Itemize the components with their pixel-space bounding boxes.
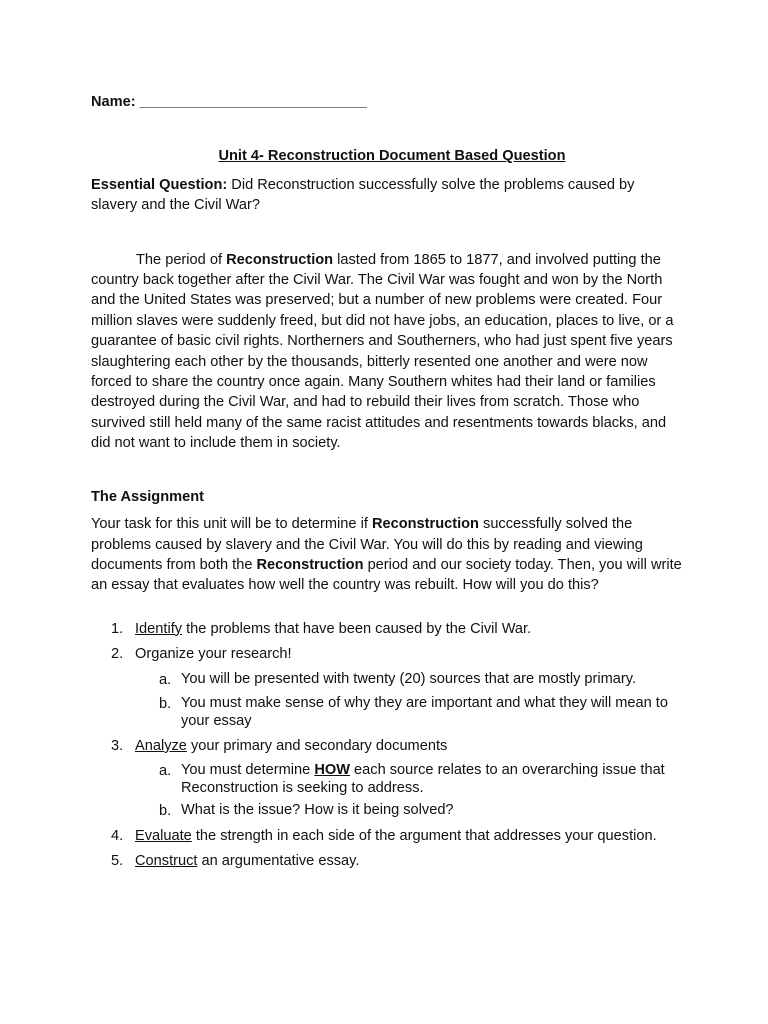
sub-step-text: What is the issue? How is it being solved? xyxy=(181,802,454,819)
step-text: an argumentative essay. xyxy=(197,853,360,870)
document-page xyxy=(91,92,683,877)
intro-text-2: lasted from 1865 to 1877, and involved putting the country back together after the Civil War. The Civil War was fought and won by the North and the United States was preserved; but a number of new problems were created. Four million slaves were suddenly freed, but did not have jobs, an education, places to live, or a guarantee of basic civil rights. Northerners and Southerners, who had just spent five years slaughtering each other by the thousands, bitterly resented one another and were now forced to share the country once again. Many Southern whites had their land or families destroyed during the Civil War, and had to rebuild their lives from scratch. Those who survived still held many of the same racist attitudes and resentments towards blacks, and did not want to include them in society. xyxy=(91,251,674,452)
sub-list-item xyxy=(159,801,683,821)
step-text: Organize your research! xyxy=(135,646,292,663)
intro-paragraph xyxy=(91,250,683,454)
how-emphasis: HOW xyxy=(314,762,350,779)
essential-question-label: Essential Question: xyxy=(91,176,228,193)
sub-list-letter: a. xyxy=(159,671,172,688)
assignment-text-2: successfully solved the problems caused by slavery and the Civil War. You will do this by reading and viewing documents from both the xyxy=(91,516,643,573)
assignment-text-3: period and our society today. Then, you will write an essay that evaluates how well the country was rebuilt. How will you do this? xyxy=(91,556,682,594)
list-number: 1. xyxy=(111,620,124,637)
sub-list-item xyxy=(159,694,683,730)
list-number: 3. xyxy=(111,737,124,754)
list-number: 2. xyxy=(111,646,124,663)
essential-question xyxy=(91,175,683,216)
name-field-line xyxy=(91,92,683,112)
document-title: Unit 4- Reconstruction Document Based Question xyxy=(218,148,566,165)
step-keyword: Construct xyxy=(135,853,198,870)
list-item xyxy=(111,851,683,871)
list-item xyxy=(111,644,683,664)
step-text: your primary and secondary documents xyxy=(186,737,448,754)
list-number: 5. xyxy=(111,853,124,870)
essential-question-text: Did Reconstruction successfully solve the problems caused by slavery and the Civil War? xyxy=(91,176,635,214)
step-keyword: Identify xyxy=(135,620,183,637)
assignment-paragraph xyxy=(91,514,683,596)
steps-list xyxy=(91,619,683,872)
intro-reconstruction-bold: Reconstruction xyxy=(226,251,334,268)
list-number: 4. xyxy=(111,827,124,844)
assignment-heading: The Assignment xyxy=(91,488,204,505)
sub-list-letter: b. xyxy=(159,695,172,712)
sub-list-letter: b. xyxy=(159,803,172,820)
sub-list-item xyxy=(159,761,683,797)
sub-list-letter: a. xyxy=(159,763,172,780)
step-text: the problems that have been caused by the Civil War. xyxy=(182,620,532,637)
sub-step-text: each source relates to an overarching issue that Reconstruction is seeking to address. xyxy=(181,762,665,797)
list-item xyxy=(111,826,683,846)
sub-step-text: You must make sense of why they are important and what they will mean to your essay xyxy=(181,694,668,729)
intro-text-1: The period of xyxy=(136,251,227,268)
name-label: Name: xyxy=(91,94,136,110)
list-item xyxy=(111,619,683,639)
sub-step-text: You will be presented with twenty (20) sources that are mostly primary. xyxy=(181,670,637,687)
assignment-reconstruction-bold-1: Reconstruction xyxy=(371,516,479,533)
step-text: the strength in each side of the argument that addresses your question. xyxy=(191,827,657,844)
sub-list-item xyxy=(159,670,683,690)
sub-step-text: You must determine xyxy=(181,762,315,779)
list-item xyxy=(111,736,683,756)
assignment-reconstruction-bold-2: Reconstruction xyxy=(256,556,364,573)
step-keyword: Evaluate xyxy=(135,827,192,844)
step-keyword: Analyze xyxy=(135,737,187,754)
name-blank: ____________________________ xyxy=(135,94,367,110)
assignment-text-1: Your task for this unit will be to determine if xyxy=(91,516,372,533)
